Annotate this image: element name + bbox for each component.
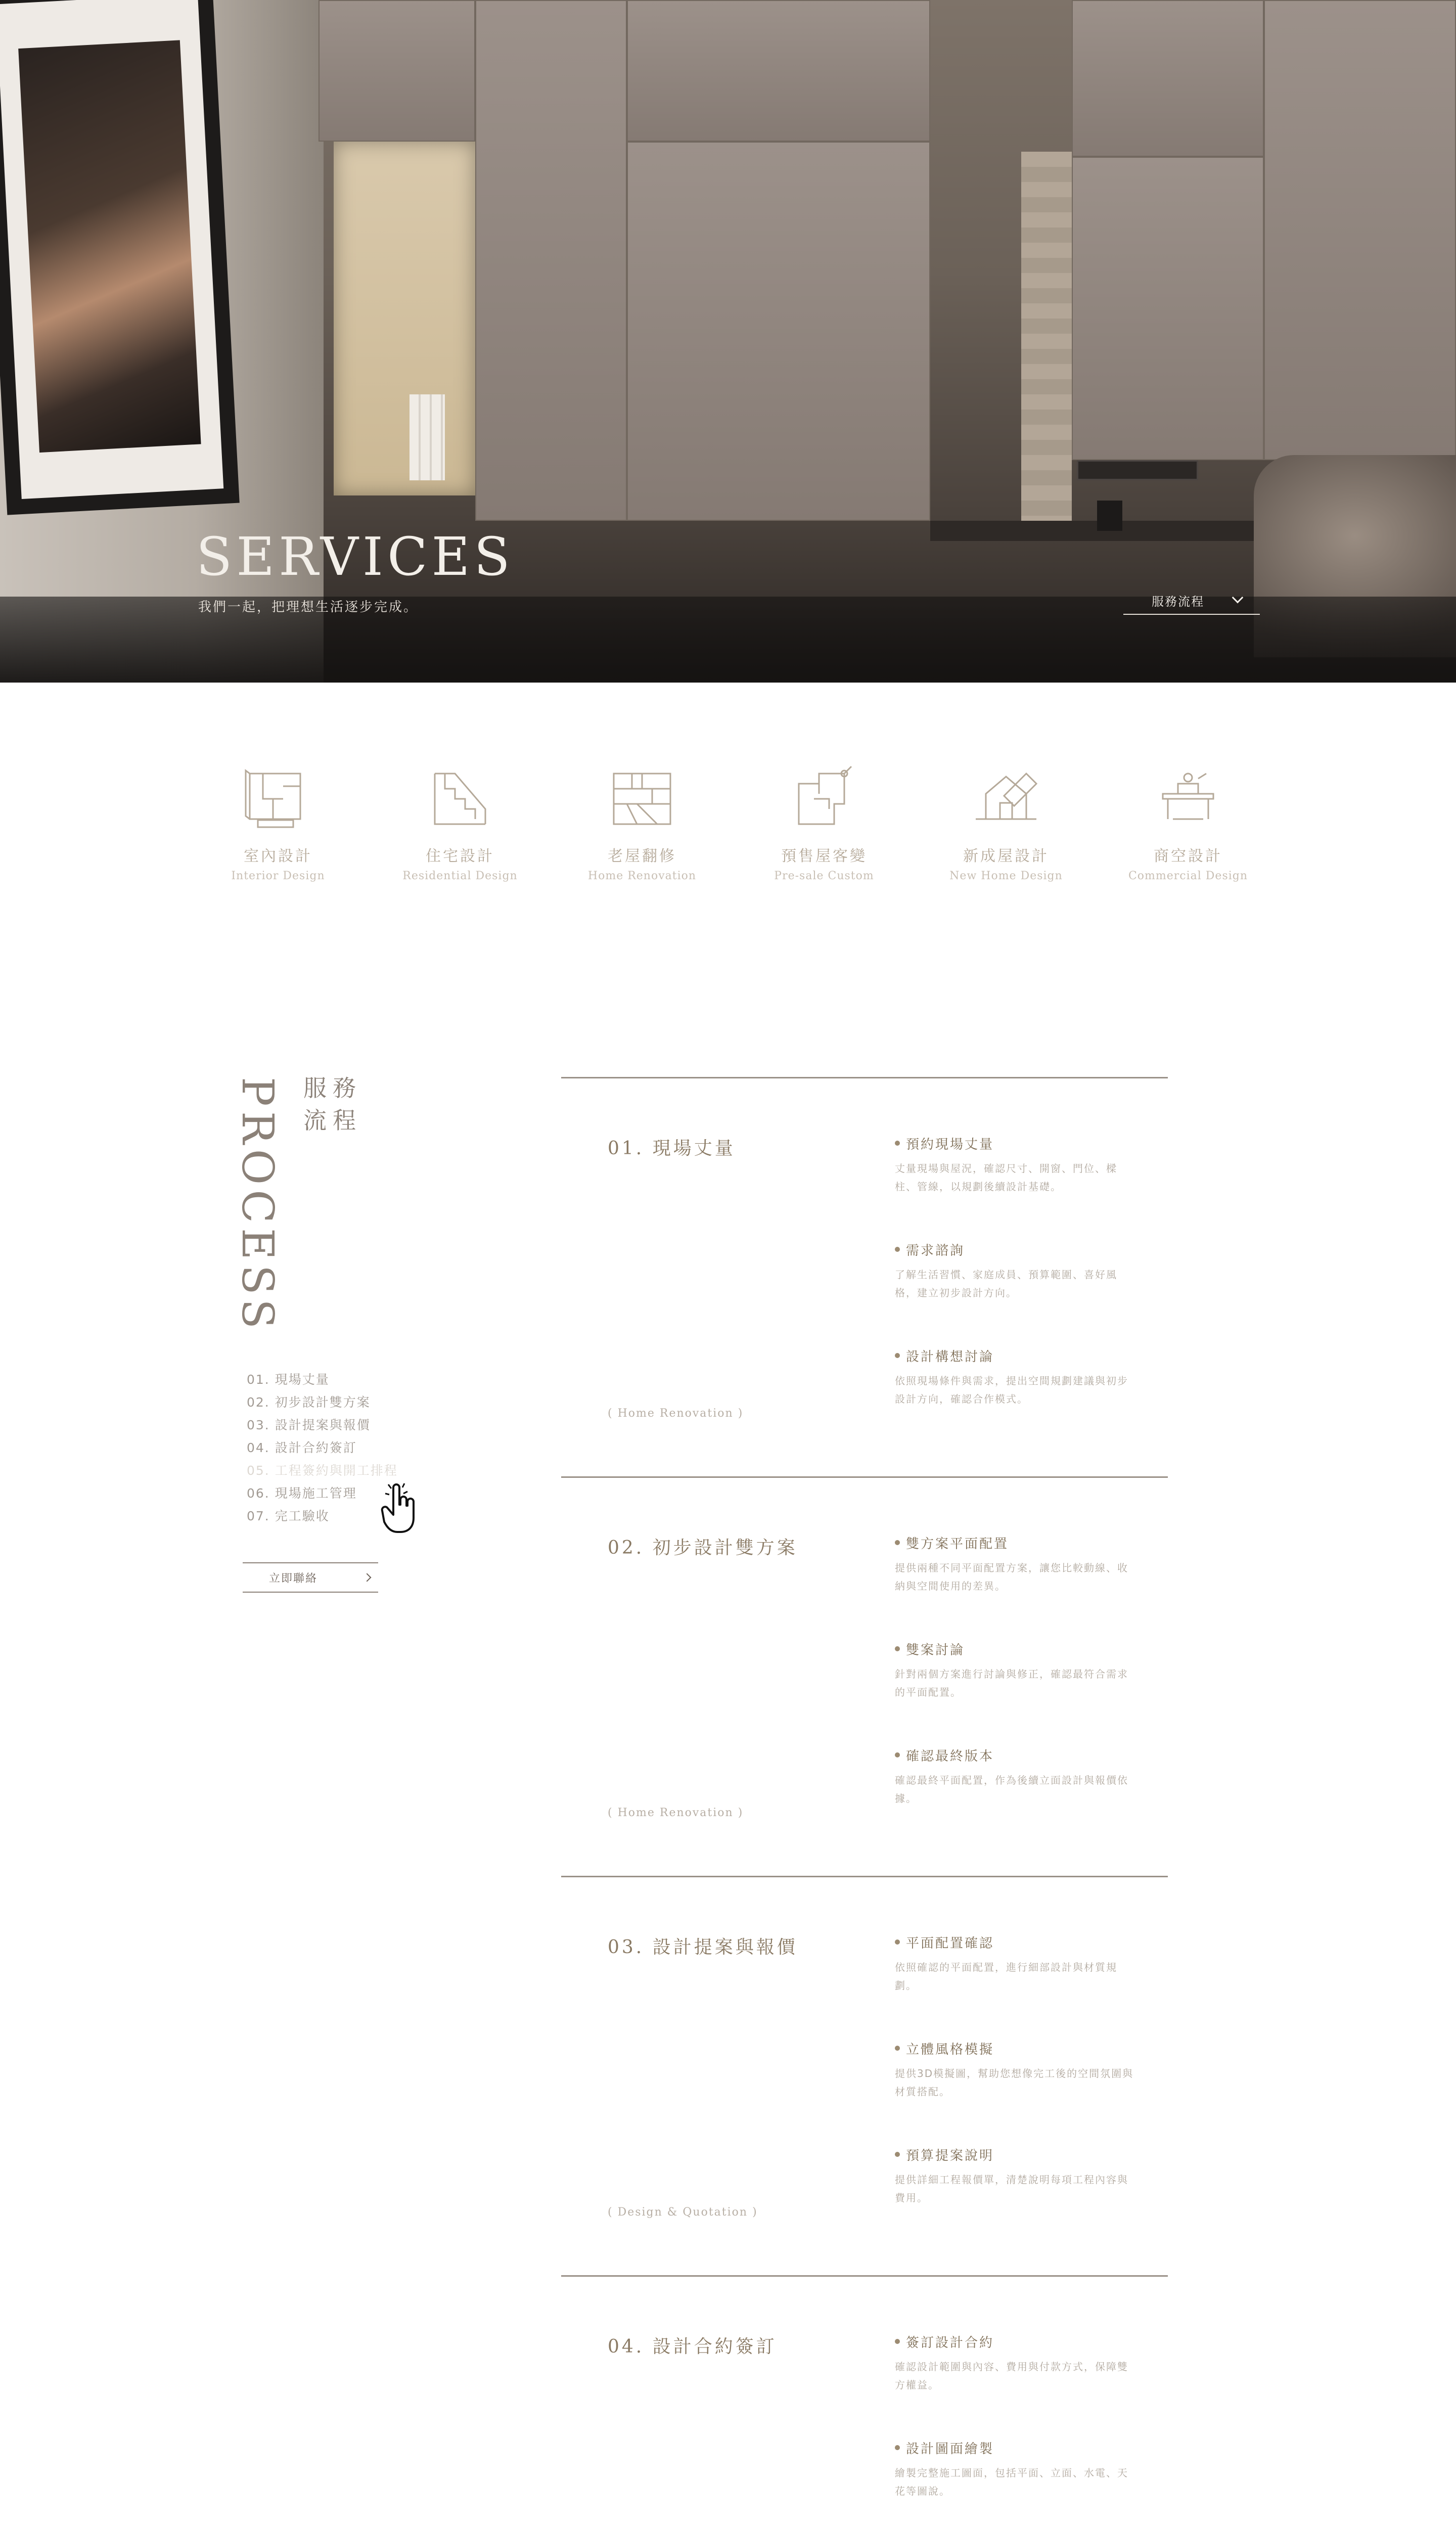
detail-heading: 確認最終版本 <box>906 1748 994 1764</box>
category-label-en: Interior Design <box>231 870 325 882</box>
category-label: 住宅設計 <box>426 847 494 865</box>
process-title-zh: 服務流程 <box>303 1074 362 1134</box>
step-subtitle: ( Home Renovation ) <box>608 1407 744 1420</box>
detail-text: 提供詳細工程報價單，清楚說明每項工程內容與費用。 <box>895 2174 1128 2204</box>
category-commercial-design[interactable] <box>1122 758 1254 900</box>
detail-heading: 預約現場丈量 <box>906 1137 994 1152</box>
process-heading <box>232 1077 286 1334</box>
step-detail <box>895 1746 1138 1852</box>
step-detail <box>895 2039 1138 2145</box>
detail-text: 確認設計範圍與內容、費用與付款方式，保障雙方權益。 <box>895 2361 1128 2391</box>
nav-item-05[interactable]: 05. 工程簽約與開工排程 <box>247 1463 398 1478</box>
category-label-en: Commercial Design <box>1128 870 1248 882</box>
step-detail <box>895 1640 1138 1746</box>
contact-button[interactable] <box>243 1562 378 1593</box>
category-label: 商空設計 <box>1154 847 1222 865</box>
nav-item-03[interactable]: 03. 設計提案與報價 <box>247 1418 371 1432</box>
detail-text: 了解生活習慣、家庭成員、預算範圍、喜好風格，建立初步設計方向。 <box>895 1269 1117 1299</box>
bullet-icon <box>895 1752 900 1757</box>
detail-heading: 平面配置確認 <box>906 1935 994 1951</box>
nav-item-02[interactable]: 02. 初步設計雙方案 <box>247 1395 371 1410</box>
detail-heading: 立體風格模擬 <box>906 2042 994 2057</box>
detail-text: 繪製完整施工圖面，包括平面、立面、水電、天花等圖說。 <box>895 2467 1128 2497</box>
step-detail <box>895 1533 1138 1640</box>
detail-text: 針對兩個方案進行討論與修正，確認最符合需求的平面配置。 <box>895 1668 1128 1698</box>
step-detail <box>895 2145 1138 2251</box>
wall-panel <box>1072 157 1264 460</box>
wall-socket <box>1077 460 1198 480</box>
step-detail <box>895 2439 1138 2528</box>
process-step <box>561 1476 1168 1876</box>
detail-text: 丈量現場與屋況，確認尺寸、開窗、門位、樑柱、管線，以規劃後續設計基礎。 <box>895 1162 1117 1193</box>
step-subtitle: ( Design & Quotation ) <box>608 2206 758 2219</box>
detail-text: 提供3D模擬圖，幫助您想像完工後的空間氛圍與材質搭配。 <box>895 2067 1134 2098</box>
chevron-right-icon <box>363 1573 372 1582</box>
category-label-en: New Home Design <box>949 870 1063 882</box>
hero-title: SERVICES <box>196 526 514 588</box>
category-label: 老屋翻修 <box>608 847 676 865</box>
category-label: 新成屋設計 <box>963 847 1049 865</box>
staircase-icon <box>425 763 495 834</box>
bullet-icon <box>895 1353 900 1358</box>
step-title: 01. 現場丈量 <box>608 1138 736 1159</box>
blueprint-icon <box>243 763 313 834</box>
wall-panel <box>318 0 475 142</box>
bullet-icon <box>895 2445 900 2450</box>
detail-heading: 雙方案平面配置 <box>906 1536 1009 1552</box>
category-label: 預售屋客變 <box>781 847 867 865</box>
category-interior-design[interactable] <box>212 758 344 900</box>
pointer-hand-icon <box>378 1481 419 1537</box>
nav-item-04[interactable]: 04. 設計合約簽訂 <box>247 1440 357 1455</box>
step-detail <box>895 1346 1138 1453</box>
new-house-icon <box>971 763 1041 834</box>
bullet-icon <box>895 1939 900 1945</box>
hero-subtitle: 我們一起，把理想生活逐步完成。 <box>198 600 419 615</box>
step-detail <box>895 2332 1138 2439</box>
process-step <box>561 2275 1168 2528</box>
detail-heading: 簽訂設計合約 <box>906 2335 994 2351</box>
service-process-button[interactable] <box>1123 586 1260 615</box>
step-title: 04. 設計合約簽訂 <box>608 2336 777 2357</box>
process-steps <box>561 1077 1168 2528</box>
bullet-icon <box>895 2152 900 2157</box>
detail-heading: 雙案討論 <box>906 1642 965 1658</box>
service-categories <box>212 758 1274 910</box>
process-title: PROCESS <box>232 1077 283 1334</box>
storefront-icon <box>1153 763 1223 834</box>
step-details <box>895 1533 1138 1852</box>
table-lamp <box>1097 501 1122 531</box>
detail-text: 確認最終平面配置，作為後續立面設計與報價依據。 <box>895 1774 1128 1804</box>
category-label-en: Residential Design <box>402 870 518 882</box>
step-detail <box>895 1933 1138 2039</box>
old-house-icon <box>607 763 677 834</box>
wall-panel <box>627 142 930 521</box>
bullet-icon <box>895 2339 900 2344</box>
bullet-icon <box>895 1646 900 1651</box>
detail-heading: 設計圖面繪製 <box>906 2441 994 2457</box>
category-new-home-design[interactable] <box>940 758 1072 900</box>
category-home-renovation[interactable] <box>576 758 708 900</box>
step-details <box>895 2332 1138 2528</box>
bullet-icon <box>895 1247 900 1252</box>
detail-text: 提供兩種不同平面配置方案，讓您比較動線、收納與空間使用的差異。 <box>895 1562 1128 1592</box>
category-presale-custom[interactable] <box>758 758 890 900</box>
nav-item-07[interactable]: 07. 完工驗收 <box>247 1509 330 1523</box>
service-process-label: 服務流程 <box>1152 594 1204 609</box>
wall-artwork <box>0 0 240 515</box>
step-subtitle: ( Home Renovation ) <box>608 1807 744 1819</box>
wall-panel <box>475 0 627 521</box>
process-step <box>561 1077 1168 1476</box>
category-label-en: Pre-sale Custom <box>774 870 874 882</box>
category-label-en: Home Renovation <box>587 870 697 882</box>
nav-item-06[interactable]: 06. 現場施工管理 <box>247 1486 357 1501</box>
bullet-icon <box>895 2046 900 2051</box>
step-title: 02. 初步設計雙方案 <box>608 1538 798 1558</box>
wall-panel <box>1264 0 1456 460</box>
category-residential-design[interactable] <box>394 758 526 900</box>
process-step <box>561 1876 1168 2275</box>
category-label: 室內設計 <box>244 847 312 865</box>
step-details <box>895 1134 1138 1453</box>
detail-heading: 預算提案說明 <box>906 2148 994 2163</box>
step-details <box>895 1933 1138 2251</box>
step-title: 03. 設計提案與報價 <box>608 1937 798 1958</box>
detail-text: 依照現場條件與需求，提出空間規劃建議與初步設計方向，確認合作模式。 <box>895 1375 1128 1405</box>
wall-panel <box>627 0 930 142</box>
detail-heading: 需求諮詢 <box>906 1243 965 1258</box>
detail-text: 依照確認的平面配置，進行細部設計與材質規劃。 <box>895 1961 1117 1992</box>
lit-niche <box>334 142 475 495</box>
wall-panel <box>1072 0 1264 157</box>
floorplan-icon <box>789 763 859 834</box>
step-detail <box>895 1240 1138 1346</box>
chevron-down-icon <box>1232 592 1244 604</box>
stone-strip <box>1021 152 1072 536</box>
bullet-icon <box>895 1141 900 1146</box>
step-detail <box>895 1134 1138 1240</box>
detail-heading: 設計構想討論 <box>906 1349 994 1365</box>
bullet-icon <box>895 1540 900 1545</box>
hero-banner <box>0 0 1456 683</box>
nav-item-01[interactable]: 01. 現場丈量 <box>247 1372 330 1387</box>
contact-label: 立即聯絡 <box>269 1572 318 1585</box>
